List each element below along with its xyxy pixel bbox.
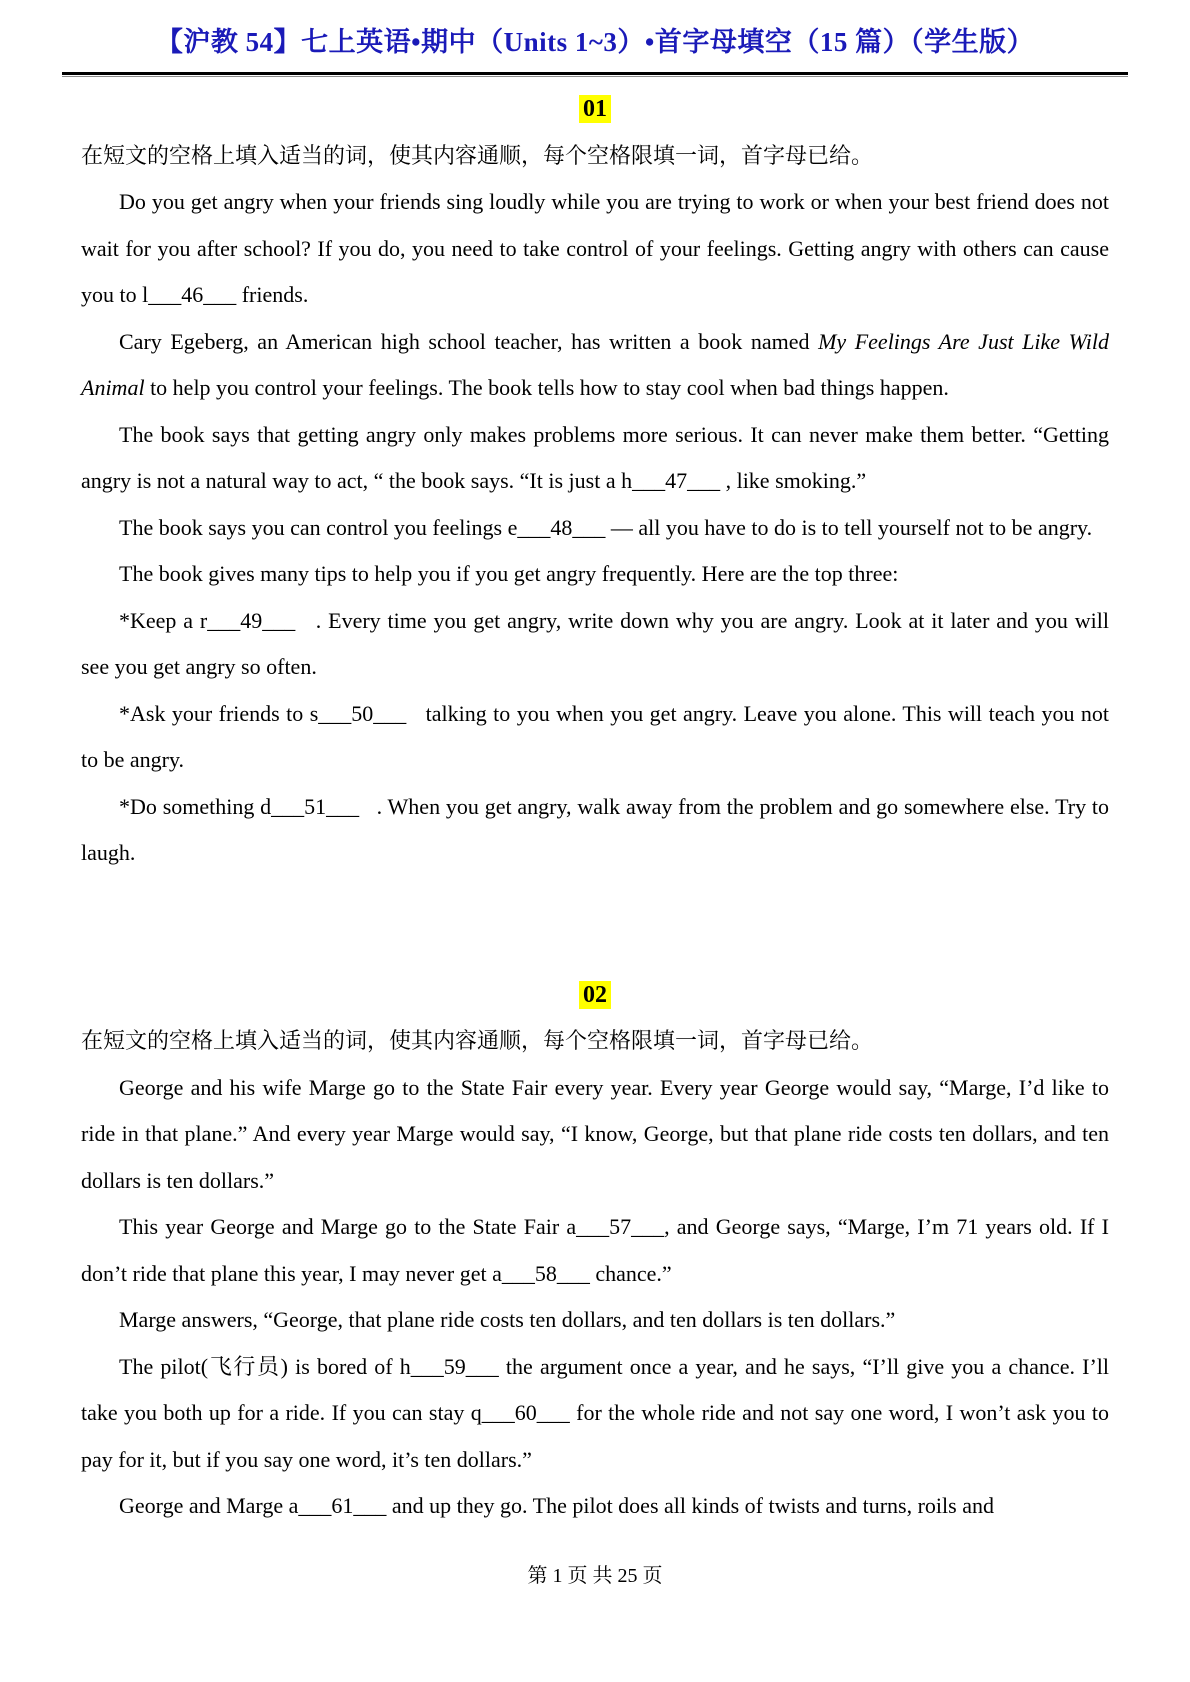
paragraph-text: Cary Egeberg, an American high school teacher, has written a book named <box>119 328 819 354</box>
paragraph-tip: *Ask your friends to s___50___ talking to you when you get angry. Leave you alone. This will teach you not to be angry. <box>81 700 1109 772</box>
page-footer <box>81 1562 1109 1590</box>
paragraph-tip: *Do something d___51___ . When you get angry, walk away from the problem and go somewhere else. Try to laugh. <box>81 793 1109 865</box>
section-number-highlight: 01 <box>579 95 611 123</box>
paragraph: This year George and Marge go to the State Fair a___57___, and George says, “Marge, I’m 71 years old. If I don’t ride that plane this year, I may never get a___58___ chance.” <box>81 1214 1109 1286</box>
header-divider <box>62 72 1128 77</box>
instruction-zh: 在短文的空格上填入适当的词，使其内容通顺，每个空格限填一词，首字母已给。 <box>81 1028 874 1053</box>
paragraph-text: to help you control your feelings. The book tells how to stay cool when bad things happen. <box>144 375 949 400</box>
page-number-text: 第 1 页 共 25 页 <box>527 1564 663 1587</box>
section-02-heading <box>81 972 1109 1019</box>
instruction-zh: 在短文的空格上填入适当的词，使其内容通顺，每个空格限填一词，首字母已给。 <box>81 142 874 168</box>
paragraph: Marge answers, “George, that plane ride costs ten dollars, and ten dollars is ten dollars.” <box>119 1307 896 1332</box>
paragraph: The book says that getting angry only makes problems more serious. It can never make them better. “Getting angry is not a natural way to act, “ the book says. “It is just a h___47___ , like smoking.” <box>81 421 1109 493</box>
paragraph: Do you get angry when your friends sing loudly while you are trying to work or when your best friend does not wait for you after school? If you do, you need to take control of your feelings. Getting angry with others can cause you to l___46___ friends. <box>81 189 1109 307</box>
document-body <box>81 86 1109 1530</box>
header-divider-thick-line <box>62 72 1128 75</box>
paragraph <box>81 319 1109 412</box>
section-01-heading <box>81 86 1109 133</box>
paragraph-tip: *Keep a r___49___ . Every time you get angry, write down why you are angry. Look at it later and you will see you get angry so often. <box>81 607 1109 679</box>
paragraph: The book says you can control you feelings e___48___ — all you have to do is to tell yourself not to be angry. <box>119 514 1093 540</box>
book-title-italic: My Feelings Are Just Like Wild Animal <box>81 328 1109 400</box>
section-number-highlight: 02 <box>579 981 611 1009</box>
paragraph: George and his wife Marge go to the State Fair every year. Every year George would say, “Marge, I’d like to ride in that plane.” And every year Marge would say, “I know, George, but that plane ride costs ten dollars, and ten dollars is ten dollars.” <box>81 1074 1109 1193</box>
document-title: 【沪教 54】七上英语•期中（Units 1~3）•首字母填空（15 篇）（学生版） <box>155 27 1035 57</box>
paragraph: The book gives many tips to help you if you get angry frequently. Here are the top three: <box>119 561 899 586</box>
section-01 <box>81 86 1109 877</box>
paragraph: The pilot(飞行员) is bored of h___59___ the argument once a year, and he says, “I’ll give you a chance. I’ll take you both up for a ride. If you can stay q___60___ for the whole ride and not say one word, I won’t ask you to pay for it, but if you say one word, it’s ten dollars.” <box>81 1353 1109 1472</box>
section-02 <box>81 972 1109 1530</box>
paragraph: George and Marge a___61___ and up they go. The pilot does all kinds of twists and turns, roils and <box>119 1493 994 1518</box>
header-divider-thin-line <box>62 76 1128 77</box>
